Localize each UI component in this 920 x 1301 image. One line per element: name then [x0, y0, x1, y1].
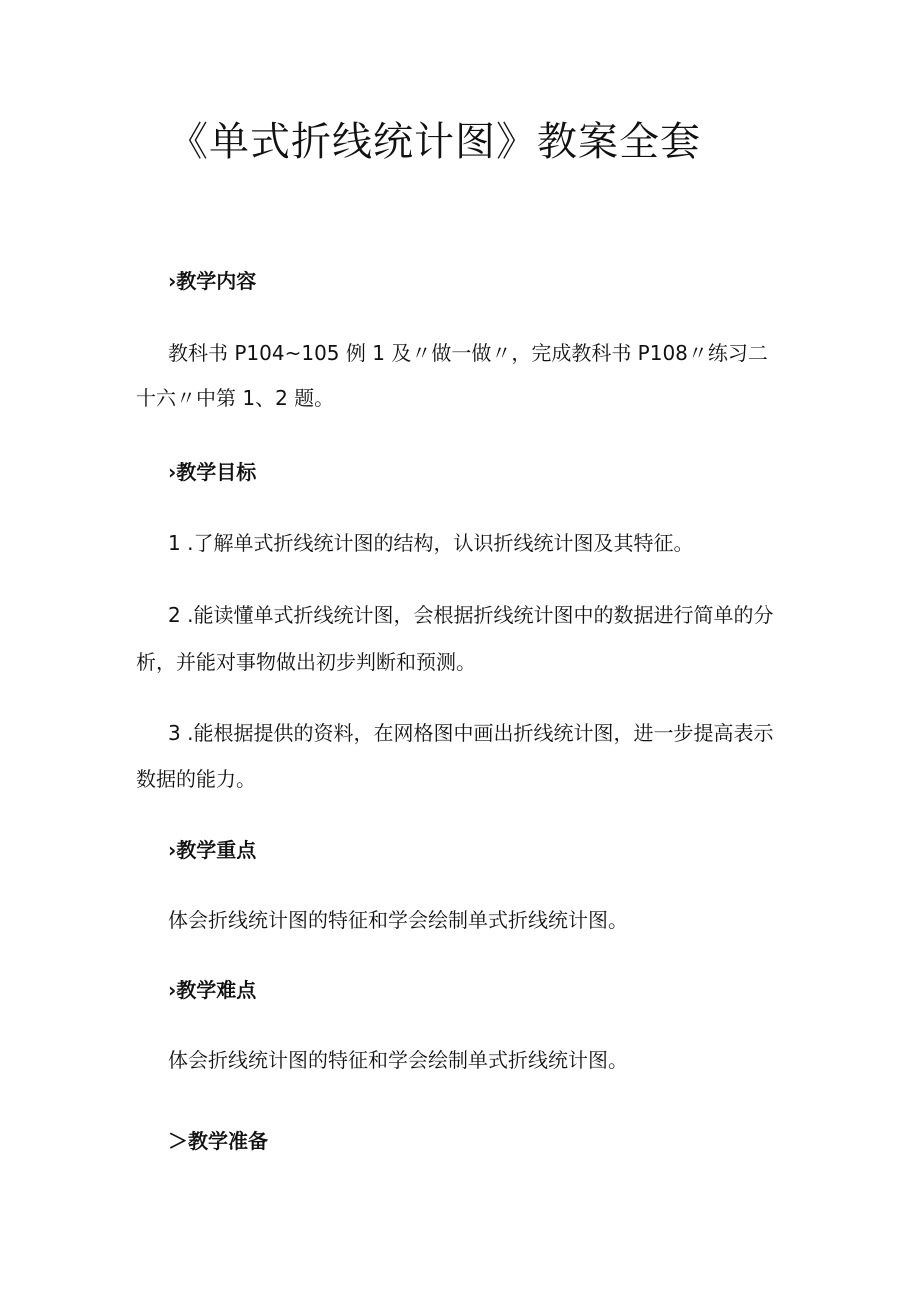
difficulties-line-1: 体会折线统计图的特征和学会绘制单式折线统计图。 — [168, 1048, 628, 1072]
section-heading-preparation: ＞教学准备 — [168, 1129, 268, 1153]
section-heading-key-points: ›教学重点 — [168, 838, 257, 862]
content-line-1: 教科书 P104~105 例 1 及〃做一做〃，完成教科书 P108〃练习二 — [168, 341, 768, 365]
page-title: 《单式折线统计图》教案全套 — [168, 119, 701, 165]
section-heading-content: ›教学内容 — [168, 269, 257, 293]
key-points-line-1: 体会折线统计图的特征和学会绘制单式折线统计图。 — [168, 908, 628, 932]
content-line-2: 十六〃中第 1、2 题。 — [136, 386, 335, 410]
objective-3-line-1: 3 .能根据提供的资料，在网格图中画出折线统计图，进一步提高表示 — [168, 721, 774, 745]
objective-2-line-1: 2 .能读懂单式折线统计图，会根据折线统计图中的数据进行简单的分 — [168, 603, 774, 627]
objective-1-line-1: 1 .了解单式折线统计图的结构，认识折线统计图及其特征。 — [168, 531, 694, 555]
objective-2-line-2: 析，并能对事物做出初步判断和预测。 — [136, 650, 476, 674]
section-heading-difficulties: ›教学难点 — [168, 978, 257, 1002]
objective-3-line-2: 数据的能力。 — [136, 767, 256, 791]
section-heading-objectives: ›教学目标 — [168, 460, 257, 484]
